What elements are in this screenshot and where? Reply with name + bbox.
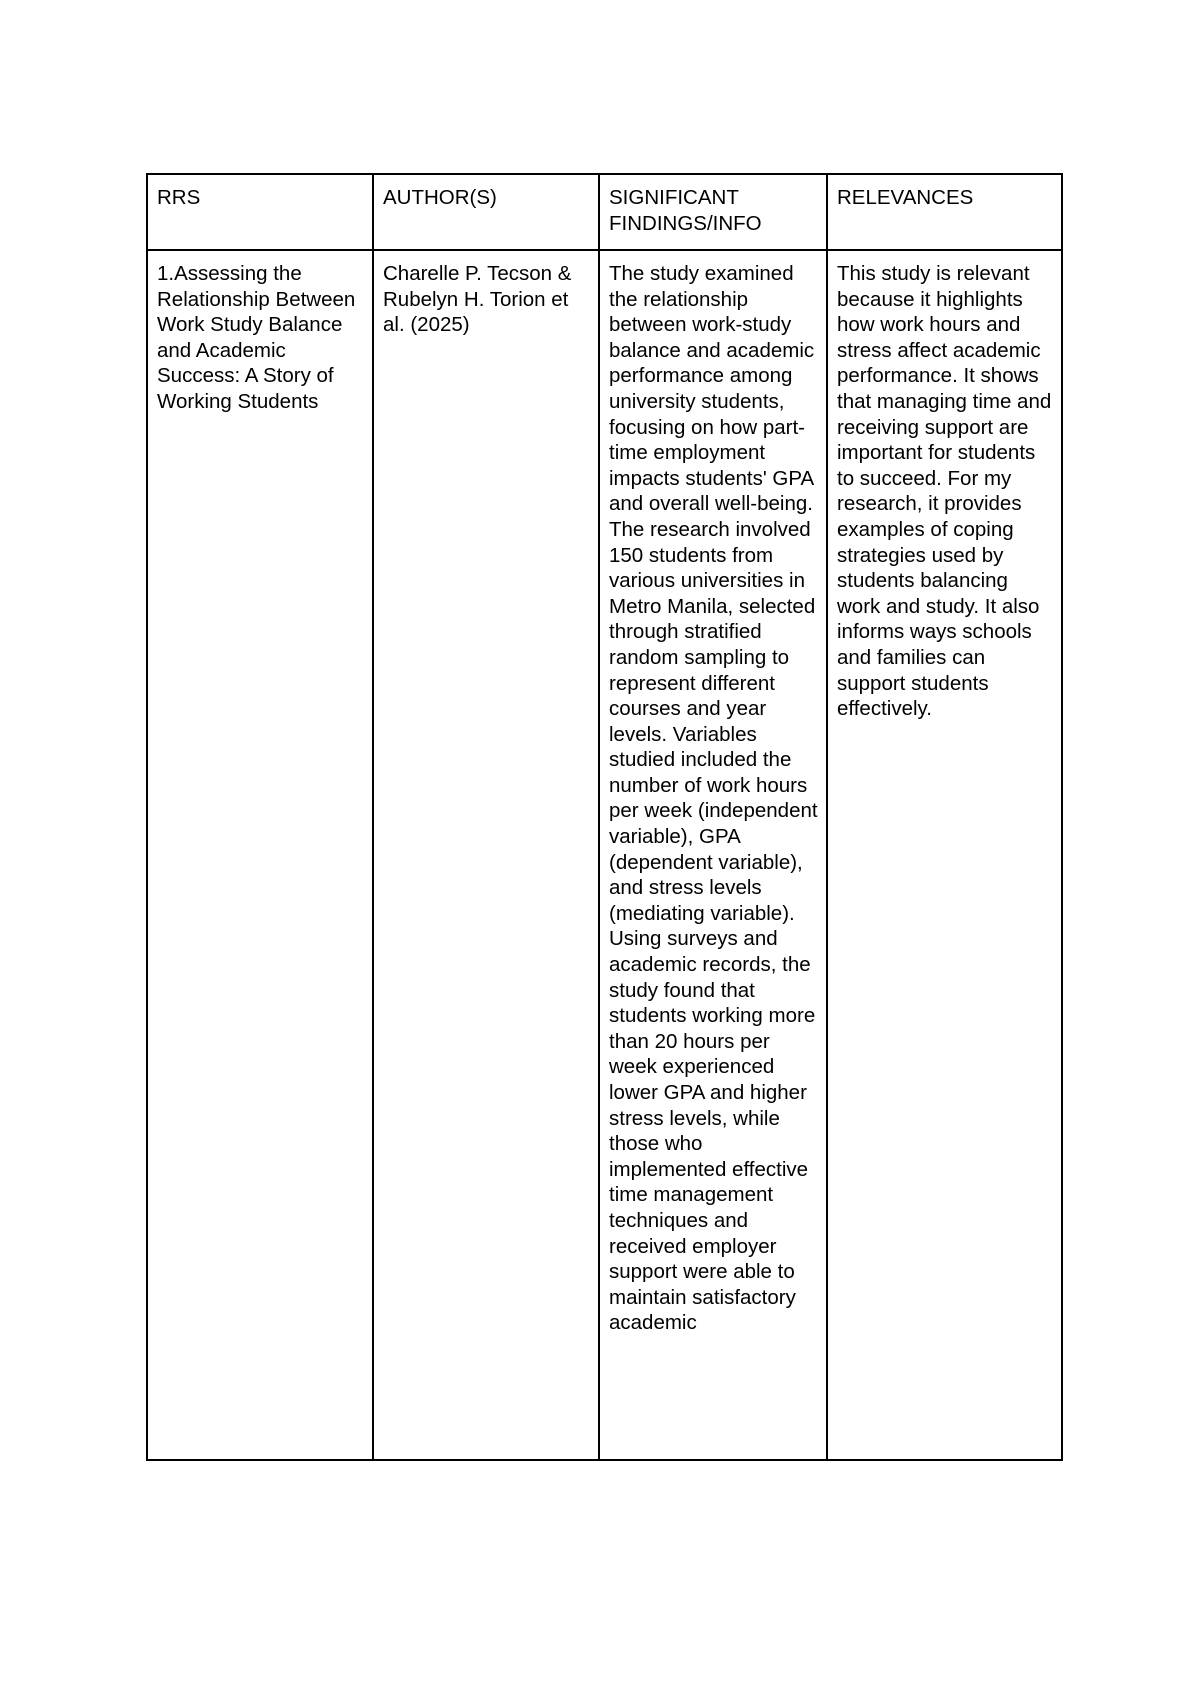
cell-authors: Charelle P. Tecson & Rubelyn H. Torion et al. (2025) (373, 250, 599, 1460)
rrl-table (146, 173, 1063, 1461)
header-rrs: RRS (147, 174, 373, 250)
cell-relevances: This study is relevant because it highlights how work hours and stress affect academic performance. It shows that managing time and receiving support are important for students to succeed. For my research, it provides examples of coping strategies used by students balancing work and study. It also informs ways schools and families can support students effectively. (827, 250, 1062, 1460)
table-header (147, 174, 1062, 250)
header-row (147, 174, 1062, 250)
table-body (147, 250, 1062, 1460)
cell-findings: The study examined the relationship between work-study balance and academic performance among university students, focusing on how part-time employment impacts students' GPA and overall well-being. The research involved 150 students from various universities in Metro Manila, selected through stratified random sampling to represent different courses and year levels. Variables studied included the number of work hours per week (independent variable), GPA (dependent variable), and stress levels (mediating variable). Using surveys and academic records, the study found that students working more than 20 hours per week experienced lower GPA and higher stress levels, while those who implemented effective time management techniques and received employer support were able to maintain satisfactory academic (599, 250, 827, 1460)
header-findings: SIGNIFICANT FINDINGS/INFO (599, 174, 827, 250)
cell-rrs-title: 1.Assessing the Relationship Between Work Study Balance and Academic Success: A Story of Working Students (147, 250, 373, 1460)
header-authors: AUTHOR(S) (373, 174, 599, 250)
table-row (147, 250, 1062, 1460)
header-relevances: RELEVANCES (827, 174, 1062, 250)
